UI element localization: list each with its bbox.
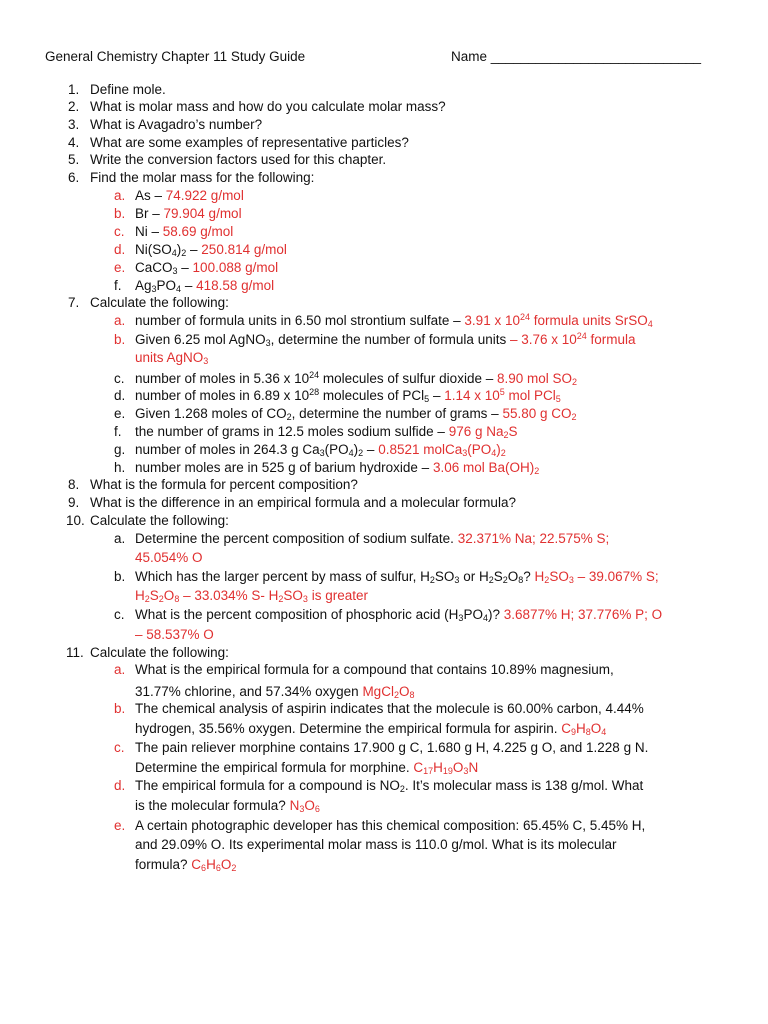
sub-item-letter: f. bbox=[114, 424, 122, 439]
sub-item bbox=[135, 759, 478, 776]
sub-item-letter: a. bbox=[114, 662, 126, 677]
question-text: Write the conversion factors used for this chapter. bbox=[90, 152, 387, 167]
question-number: 6. bbox=[68, 170, 80, 185]
sub-item-text: Determine the percent composition of sodium sulfate. bbox=[135, 531, 454, 546]
sub-item bbox=[135, 797, 320, 814]
sub-item-text: Given 6.25 mol AgNO bbox=[135, 332, 266, 347]
sub-item bbox=[135, 530, 609, 547]
answer-text: 250.814 g/mol bbox=[201, 242, 287, 257]
answer-text: 32.371% Na; 22.575% S; bbox=[457, 531, 610, 546]
sub-item bbox=[135, 683, 415, 700]
sub-item: number of moles in 6.89 x $10^{28}$ molecules of PCl$_5$ – 1.14 x $10^5$ mol PCl$_5$ bbox=[135, 387, 561, 404]
question-text: Find the molar mass for the following: bbox=[90, 170, 315, 185]
question-text: What is the difference in an empirical formula and a molecular formula? bbox=[90, 495, 516, 510]
question-number: 10. bbox=[66, 513, 85, 528]
sub-item bbox=[135, 720, 606, 737]
sub-item-letter: a. bbox=[114, 313, 126, 328]
sub-item-text: 31.77% chlorine, and 57.34% oxygen bbox=[135, 684, 359, 699]
sub-item-letter: e. bbox=[114, 406, 126, 421]
question-number: 9. bbox=[68, 495, 80, 510]
sub-item: Given 1.268 moles of $CO_2$, determine the number of grams – 55.80 g $CO_2$ bbox=[135, 406, 577, 422]
sub-item-text: formula? bbox=[135, 857, 188, 872]
answer-text: $C_6H_6O_2$ bbox=[191, 857, 237, 873]
sub-item-text: hydrogen, 35.56% oxygen. Determine the empirical formula for aspirin. bbox=[135, 721, 558, 736]
question-text: Calculate the following: bbox=[90, 513, 229, 528]
sub-item-text: Determine the empirical formula for morphine. bbox=[135, 760, 410, 775]
sub-item bbox=[135, 856, 236, 873]
sub-item-text: number of moles in 6.89 x 10 bbox=[135, 388, 310, 403]
sub-item bbox=[135, 312, 653, 329]
answer-text: 74.922 g/mol bbox=[165, 188, 244, 203]
sub-item: Which has the larger percent by mass of sulfur, $H_2SO_3$ or $H_2S_2O_8$? $H_2SO_3 - 39.067\%$ S; bbox=[135, 569, 659, 585]
answer-text: 58.69 g/mol bbox=[162, 224, 234, 239]
answer-text: $H_2S_2O_8 - 33.034\%$ S- $H_2SO_3$ is greater bbox=[135, 588, 368, 604]
answer-text: $C_9H_8O_4$ bbox=[561, 721, 607, 737]
sub-item-text: number of moles in 5.36 x 10 bbox=[135, 371, 310, 386]
sub-item-letter: e. bbox=[114, 260, 126, 275]
question-number: 8. bbox=[68, 477, 80, 492]
answer-text: $MgCl_2O_8$ bbox=[362, 684, 415, 700]
sub-item: Br – 79.904 g/mol bbox=[135, 206, 242, 221]
answer-text: $C_{17}H_{19}O_3N$ bbox=[413, 760, 479, 776]
sub-item-letter: d. bbox=[114, 242, 126, 257]
sub-item bbox=[135, 459, 539, 476]
answer-text: – 3.76 x $10^{24}$ formula bbox=[509, 331, 636, 347]
sub-item-text: The empirical formula for a compound is NO bbox=[135, 778, 400, 793]
question-number: 7. bbox=[68, 295, 80, 310]
question-text: Define mole. bbox=[90, 82, 166, 97]
sub-item: The empirical formula for a compound is $NO_2$. It’s molecular mass is 138 g/mol. What bbox=[135, 778, 644, 794]
sub-item-letter: d. bbox=[114, 778, 126, 793]
sub-item-letter: c. bbox=[114, 607, 125, 622]
question-text: What is molar mass and how do you calculate molar mass? bbox=[90, 99, 446, 114]
answer-text: 1.14 x $10^5$ mol PCl$_5$ bbox=[444, 387, 561, 404]
sub-item: As – 74.922 g/mol bbox=[135, 188, 244, 203]
answer-text: – 58.537% O bbox=[135, 627, 214, 642]
sub-item: $Ag_3PO_4 - 418.58$ g/mol bbox=[135, 278, 275, 294]
sub-item: Given 6.25 mol AgNO$_3$, determine the number of formula units – 3.76 x $10^{24}$ formula bbox=[135, 331, 636, 348]
page-title: General Chemistry Chapter 11 Study Guide bbox=[45, 49, 306, 64]
sub-item bbox=[135, 423, 518, 440]
sub-item-letter: b. bbox=[114, 206, 126, 221]
sub-item-letter: b. bbox=[114, 701, 126, 716]
answer-text: 3.06 mol $Ba(OH)_2$ bbox=[432, 460, 540, 476]
sub-item-text: is the molecular formula? bbox=[135, 798, 286, 813]
question-number: 5. bbox=[68, 152, 80, 167]
answer-text: 100.088 g/mol bbox=[192, 260, 279, 275]
sub-item-letter: c. bbox=[114, 224, 125, 239]
sub-item: number of moles in 5.36 x $10^{24}$ molecules of sulfur dioxide – 8.90 mol $SO_2$ bbox=[135, 370, 578, 387]
answer-text: 45.054% O bbox=[135, 550, 203, 565]
sub-item: number of moles in 264.3 g $Ca_3(PO_4)_2 - 0.8521$ $molCa_3(PO_4)_2$ bbox=[135, 442, 506, 458]
sub-item-letter: a. bbox=[114, 188, 126, 203]
question-text: Calculate the following: bbox=[90, 295, 229, 310]
sub-item-text: number of formula units in 6.50 mol strontium sulfate – bbox=[135, 313, 461, 328]
sub-item: $Ni(SO_4)_2 - 250.814$ g/mol bbox=[135, 242, 287, 258]
sub-item-text: and 29.09% O. Its experimental molar mass is 110.0 g/mol. What is its molecular bbox=[135, 837, 617, 852]
answer-text: $N_3O_6$ bbox=[289, 798, 320, 814]
sub-item-text: The chemical analysis of aspirin indicates that the molecule is 60.00% carbon, 4.44% bbox=[135, 701, 644, 716]
sub-item-text: What is the percent composition of phosphoric acid (H bbox=[135, 607, 459, 622]
question-number: 4. bbox=[68, 135, 80, 150]
sub-item-text: The pain reliever morphine contains 17.900 g C, 1.680 g H, 4.225 g O, and 1.228 g N. bbox=[135, 740, 649, 755]
sub-item-text: number moles are in 525 g of barium hydroxide – bbox=[135, 460, 430, 475]
sub-item-letter: e. bbox=[114, 818, 126, 833]
answer-text: $H_2SO_3 - 39.067\%$ S; bbox=[534, 569, 659, 585]
sub-item-text: Which has the larger percent by mass of sulfur, H bbox=[135, 569, 430, 584]
question-text: What is the formula for percent composition? bbox=[90, 477, 358, 492]
sub-item-text: Given 1.268 moles of CO bbox=[135, 406, 287, 421]
question-number: 3. bbox=[68, 117, 80, 132]
sub-item-letter: b. bbox=[114, 569, 126, 584]
sub-item-letter: f. bbox=[114, 278, 122, 293]
question-number: 11. bbox=[66, 645, 84, 660]
question-number: 2. bbox=[68, 99, 80, 114]
sub-item-letter: b. bbox=[114, 332, 126, 347]
sub-item: CaCO$_3$ – 100.088 g/mol bbox=[135, 260, 279, 276]
answer-text: 3.6877% H; 37.776% P; O bbox=[503, 607, 663, 622]
question-number: 1. bbox=[68, 82, 80, 97]
sub-item-text: A certain photographic developer has this chemical composition: 65.45% C, 5.45% H, bbox=[135, 818, 646, 833]
sub-item-letter: c. bbox=[114, 740, 125, 755]
question-text: Calculate the following: bbox=[90, 645, 229, 660]
answer-text: 3.91 x $10^{24}$ formula units SrSO$_4$ bbox=[464, 312, 653, 329]
sub-item-text: the number of grams in 12.5 moles sodium sulfide – bbox=[135, 424, 445, 439]
answer-text: 0.8521 $molCa_3(PO_4)_2$ bbox=[378, 442, 506, 458]
sub-item-letter: g. bbox=[114, 442, 126, 457]
answer-text: 976 g $Na_2S$ bbox=[448, 424, 518, 440]
question-text: What are some examples of representative particles? bbox=[90, 135, 409, 150]
sub-item: What is the percent composition of phosphoric acid $(H_3PO_4)$? 3.6877% H; 37.776% P; O bbox=[135, 607, 663, 623]
answer-text: 418.58 g/mol bbox=[196, 278, 275, 293]
sub-item-text: number of moles in 264.3 g Ca bbox=[135, 442, 320, 457]
sub-item-letter: h. bbox=[114, 460, 126, 475]
sub-item-letter: c. bbox=[114, 371, 125, 386]
sub-item-text: What is the empirical formula for a compound that contains 10.89% magnesium, bbox=[135, 662, 614, 677]
sub-item: Ni – 58.69 g/mol bbox=[135, 224, 234, 239]
answer-text: units AgNO$_3$ bbox=[135, 350, 209, 366]
name-field-label: Name ____________________________ bbox=[451, 49, 701, 64]
answer-text: 8.90 mol $SO_2$ bbox=[496, 371, 578, 387]
sub-item-letter: a. bbox=[114, 531, 126, 546]
sub-item-letter: d. bbox=[114, 388, 126, 403]
question-text: What is Avagadro’s number? bbox=[90, 117, 263, 132]
answer-text: 79.904 g/mol bbox=[163, 206, 242, 221]
answer-text: 55.80 g $CO_2$ bbox=[502, 406, 577, 422]
